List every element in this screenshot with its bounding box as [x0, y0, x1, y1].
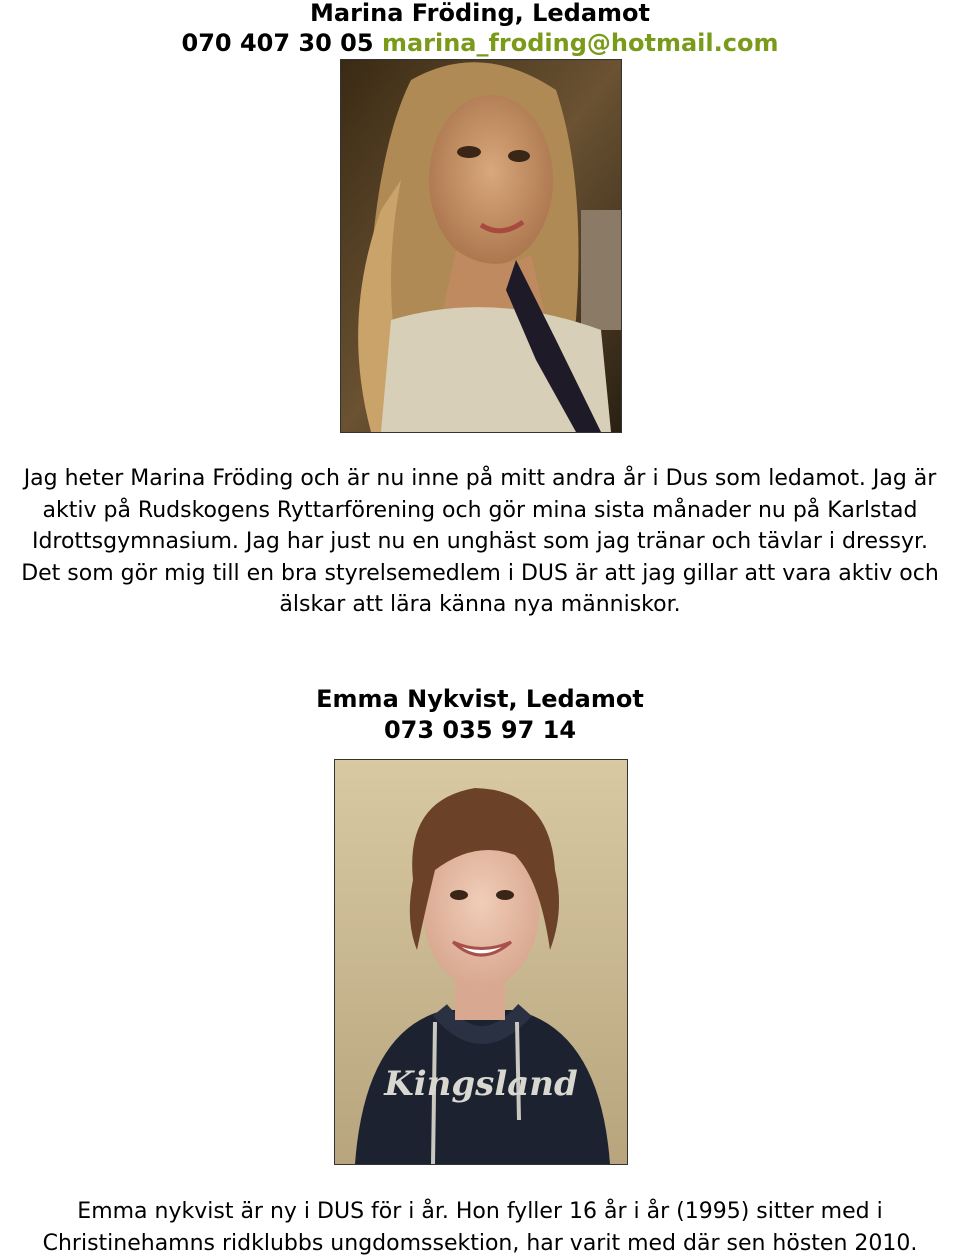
profile-1-photo: [340, 59, 622, 433]
sweater-print: Kingsland: [383, 1064, 578, 1104]
profile-2-phone: 073 035 97 14: [0, 715, 960, 745]
profile-1-bio: [0, 463, 960, 621]
profile-1-bio-line: aktiv på Rudskogens Ryttarförening och gör mina sista månader nu på Karlstad: [0, 495, 960, 527]
profile-1-name-title: Marina Fröding, Ledamot: [0, 0, 960, 28]
profile-2-bio-line: Emma nykvist är ny i DUS för i år. Hon fyller 16 år i år (1995) sitter med i: [0, 1196, 960, 1228]
profile-1-email[interactable]: marina_froding@hotmail.com: [382, 29, 779, 57]
profile-2-bio-line: Christinehamns ridklubbs ungdomssektion, har varit med där sen hösten 2010.: [0, 1228, 960, 1259]
profile-1-bio-line: Idrottsgymnasium. Jag har just nu en unghäst som jag tränar och tävlar i dressyr.: [0, 526, 960, 558]
profile-1-phone: 070 407 30 05: [182, 29, 374, 57]
profile-1-contact: [0, 28, 960, 58]
profile-1-bio-line: älskar att lära känna nya människor.: [0, 589, 960, 621]
profile-2-bio: [0, 1196, 960, 1259]
profile-1-bio-line: Jag heter Marina Fröding och är nu inne på mitt andra år i Dus som ledamot. Jag är: [0, 463, 960, 495]
profile-2-name-title: Emma Nykvist, Ledamot: [0, 684, 960, 714]
profile-1-bio-line: Det som gör mig till en bra styrelsemedlem i DUS är att jag gillar att vara aktiv och: [0, 558, 960, 590]
profile-2-photo: [334, 759, 628, 1165]
